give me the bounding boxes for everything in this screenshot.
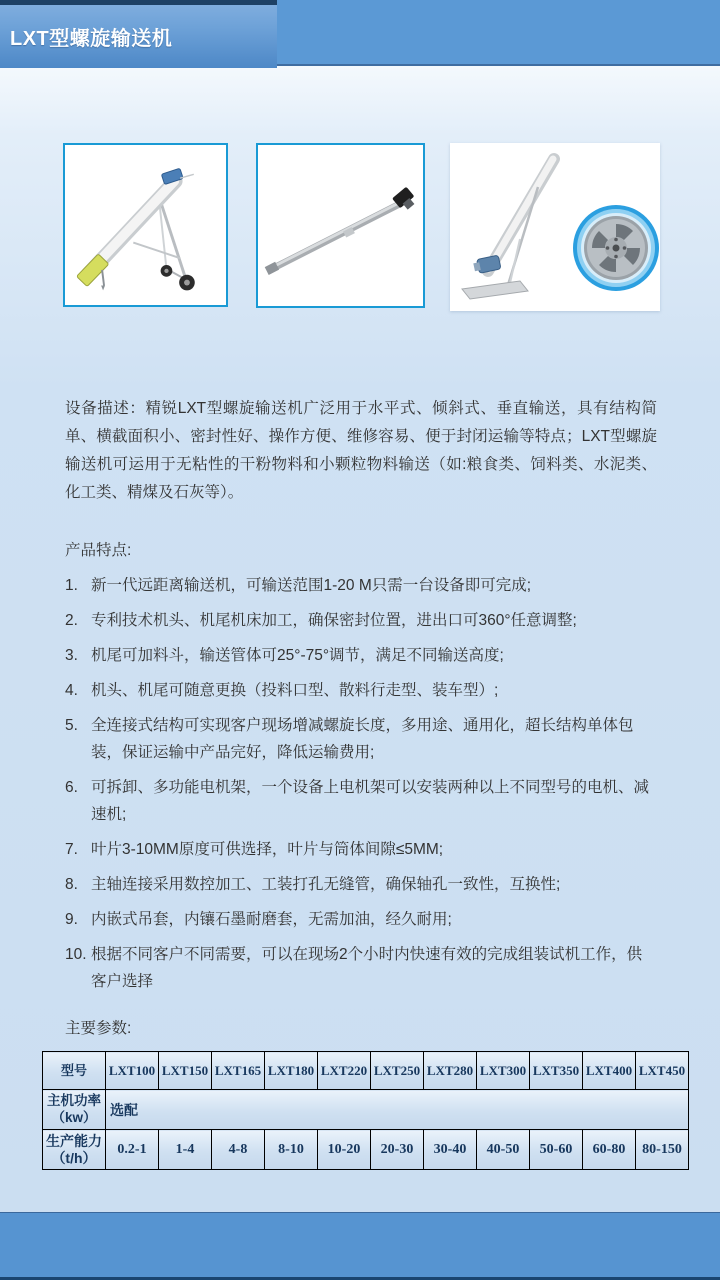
feature-item	[65, 572, 657, 599]
table-row-capacity	[43, 1130, 689, 1170]
model-cell: LXT150	[159, 1052, 212, 1090]
capacity-cell: 0.2-1	[106, 1130, 159, 1170]
feature-number: 4.	[65, 682, 78, 699]
product-photo-row	[63, 143, 720, 311]
model-cell: LXT300	[477, 1052, 530, 1090]
feature-text: 新一代远距离输送机，可输送范围1-20 M只需一台设备即可完成;	[91, 577, 532, 594]
capacity-cell: 8-10	[265, 1130, 318, 1170]
model-cell: LXT400	[583, 1052, 636, 1090]
product-features	[65, 537, 657, 995]
feature-item	[65, 906, 657, 933]
feature-number: 9.	[65, 911, 78, 928]
power-value-cell: 选配	[106, 1090, 689, 1130]
product-photo-conveyor-tripod	[63, 143, 228, 307]
page-header	[0, 0, 720, 66]
power-label-line1: 主机功率	[47, 1093, 101, 1109]
capacity-row-label	[43, 1130, 106, 1170]
model-cell: LXT450	[636, 1052, 689, 1090]
main-content	[0, 66, 720, 1212]
feature-text: 主轴连接采用数控加工、工装打孔无缝管，确保轴孔一致性，互换性;	[91, 876, 561, 893]
feature-text: 机头、机尾可随意更换（投料口型、散料行走型、装车型）;	[91, 682, 499, 699]
feature-item	[65, 941, 657, 995]
feature-text: 机尾可加料斗，输送管体可25°-75°调节，满足不同输送高度;	[91, 647, 504, 664]
feature-number: 8.	[65, 876, 78, 893]
features-heading: 产品特点:	[65, 542, 132, 559]
power-row-label	[43, 1090, 106, 1130]
product-photo-wheel-detail	[450, 143, 660, 311]
capacity-cell: 60-80	[583, 1130, 636, 1170]
page-title: LXT型螺旋输送机	[10, 28, 173, 50]
capacity-label-line2: （t/h）	[51, 1149, 97, 1166]
parameters-table	[42, 1051, 689, 1170]
feature-item	[65, 677, 657, 704]
feature-item	[65, 712, 657, 766]
model-cell: LXT280	[424, 1052, 477, 1090]
model-cell: LXT350	[530, 1052, 583, 1090]
header-title-tab	[0, 0, 277, 68]
page-footer	[0, 1212, 720, 1280]
feature-item	[65, 836, 657, 863]
product-photo-long-tube	[256, 143, 425, 308]
feature-text: 可拆卸、多功能电机架，一个设备上电机架可以安装两种以上不同型号的电机、减速机;	[91, 779, 650, 823]
feature-item	[65, 642, 657, 669]
feature-item	[65, 871, 657, 898]
capacity-cell: 50-60	[530, 1130, 583, 1170]
feature-number: 2.	[65, 612, 78, 629]
capacity-cell: 80-150	[636, 1130, 689, 1170]
feature-item	[65, 607, 657, 634]
model-cell: LXT100	[106, 1052, 159, 1090]
feature-item	[65, 774, 657, 828]
device-description: 设备描述：精锐LXT型螺旋输送机广泛用于水平式、倾斜式、垂直输送，具有结构简单、横截面积小、密封性好、操作方便、维修容易、便于封闭运输等特点；LXT型螺旋输送机可运用于无粘性的干粉物料和小颗粒物料输送（如:粮食类、饲料类、水泥类、化工类、精煤及石灰等）。	[65, 400, 657, 501]
model-row-label: 型号	[43, 1052, 106, 1090]
model-cell: LXT180	[265, 1052, 318, 1090]
capacity-cell: 40-50	[477, 1130, 530, 1170]
long-tube-illustration	[258, 145, 423, 306]
feature-text: 专利技术机头、机尾机床加工，确保密封位置，进出口可360°任意调整;	[91, 612, 577, 629]
power-label-line2: （kw）	[51, 1109, 97, 1125]
capacity-label-line1: 生产能力	[46, 1132, 102, 1149]
feature-text: 叶片3-10MM原度可供选择，叶片与筒体间隙≤5MM;	[91, 841, 444, 858]
feature-text: 全连接式结构可实现客户现场增减螺旋长度，多用途、通用化，超长结构单体包装，保证运输中产品完好，降低运输费用;	[91, 717, 634, 761]
feature-number: 7.	[65, 841, 78, 858]
capacity-cell: 1-4	[159, 1130, 212, 1170]
conveyor-tripod-illustration	[65, 145, 226, 305]
table-row-power	[43, 1090, 689, 1130]
feature-text: 根据不同客户不同需要，可以在现场2个小时内快速有效的完成组装试机工作，供客户选择	[91, 946, 643, 990]
feature-number: 1.	[65, 577, 78, 594]
model-cell: LXT220	[318, 1052, 371, 1090]
model-cell: LXT165	[212, 1052, 265, 1090]
feature-number: 10.	[65, 946, 87, 963]
wheel-detail-illustration	[450, 143, 660, 311]
model-cell: LXT250	[371, 1052, 424, 1090]
capacity-cell: 10-20	[318, 1130, 371, 1170]
capacity-cell: 4-8	[212, 1130, 265, 1170]
feature-number: 3.	[65, 647, 78, 664]
parameters-heading: 主要参数:	[65, 1020, 132, 1037]
capacity-cell: 30-40	[424, 1130, 477, 1170]
feature-number: 6.	[65, 779, 78, 796]
feature-text: 内嵌式吊套，内镶石墨耐磨套，无需加油，经久耐用;	[91, 911, 452, 928]
feature-number: 5.	[65, 717, 78, 734]
table-row-models	[43, 1052, 689, 1090]
capacity-cell: 20-30	[371, 1130, 424, 1170]
